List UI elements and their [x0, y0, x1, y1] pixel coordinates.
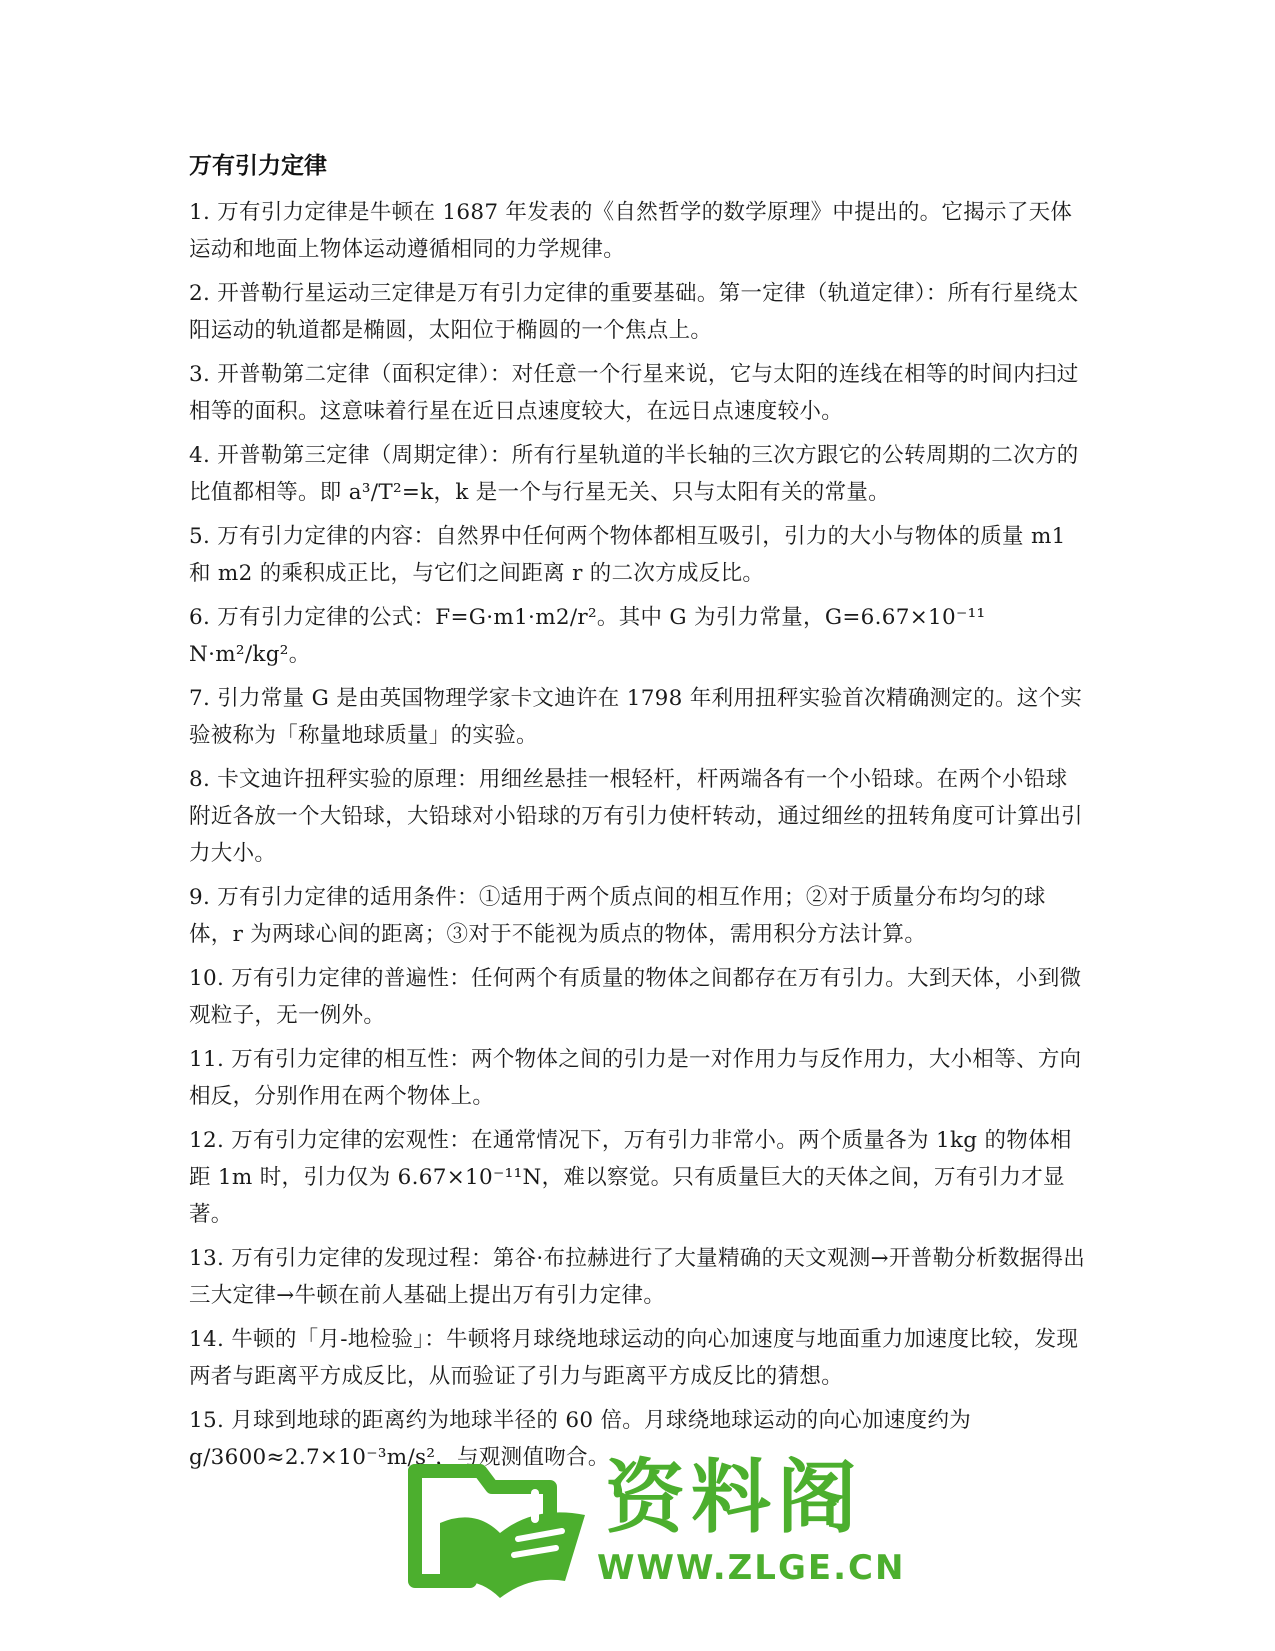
list-item: 7. 引力常量 G 是由英国物理学家卡文迪许在 1798 年利用扭秤实验首次精确测定的。这个实验被称为「称量地球质量」的实验。 — [189, 686, 1083, 748]
list-item: 2. 开普勒行星运动三定律是万有引力定律的重要基础。第一定律（轨道定律）：所有行星绕太阳运动的轨道都是椭圆，太阳位于椭圆的一个焦点上。 — [189, 281, 1079, 343]
list-item: 8. 卡文迪许扭秤实验的原理：用细丝悬挂一根轻杆，杆两端各有一个小铅球。在两个小铅球附近各放一个大铅球，大铅球对小铅球的万有引力使杆转动，通过细丝的扭转角度可计算出引力大小。 — [189, 767, 1083, 866]
watermark-url: WWW.ZLGE.CN — [597, 1548, 906, 1588]
list-item: 11. 万有引力定律的相互性：两个物体之间的引力是一对作用力与反作用力，大小相等、方向相反，分别作用在两个物体上。 — [189, 1047, 1082, 1109]
list-item: 9. 万有引力定律的适用条件：①适用于两个质点间的相互作用；②对于质量分布均匀的球体，r 为两球心间的距离；③对于不能视为质点的物体，需用积分方法计算。 — [189, 885, 1046, 947]
list-item: 4. 开普勒第三定律（周期定律）：所有行星轨道的半长轴的三次方跟它的公转周期的二次方的比值都相等。即 a³/T²=k，k 是一个与行星无关、只与太阳有关的常量。 — [189, 443, 1079, 505]
document-title: 万有引力定律 — [189, 153, 327, 179]
watermark-name: 资料阁 — [605, 1451, 863, 1544]
list-item: 5. 万有引力定律的内容：自然界中任何两个物体都相互吸引，引力的大小与物体的质量 m1 和 m2 的乘积成正比，与它们之间距离 r 的二次方成反比。 — [189, 524, 1066, 586]
list-item: 12. 万有引力定律的宏观性：在通常情况下，万有引力非常小。两个质量各为 1kg 的物体相距 1m 时，引力仅为 6.67×10⁻¹¹N，难以察觉。只有质量巨大的天体之间，万有引力才显著。 — [189, 1128, 1072, 1227]
list-item: 10. 万有引力定律的普遍性：任何两个有质量的物体之间都存在万有引力。大到天体，小到微观粒子，无一例外。 — [189, 966, 1082, 1028]
document-body — [189, 150, 1089, 1483]
list-item: 3. 开普勒第二定律（面积定律）：对任意一个行星来说，它与太阳的连线在相等的时间内扫过相等的面积。这意味着行星在近日点速度较大，在远日点速度较小。 — [189, 362, 1079, 424]
list-item: 6. 万有引力定律的公式：F=G·m1·m2/r²。其中 G 为引力常量，G=6.67×10⁻¹¹ N·m²/kg²。 — [189, 605, 986, 667]
list-item: 15. 月球到地球的距离约为地球半径的 60 倍。月球绕地球运动的向心加速度约为 g/3600≈2.7×10⁻³m/s²，与观测值吻合。 — [189, 1408, 972, 1470]
list-item: 1. 万有引力定律是牛顿在 1687 年发表的《自然哲学的数学原理》中提出的。它揭示了天体运动和地面上物体运动遵循相同的力学规律。 — [189, 200, 1073, 262]
list-item: 13. 万有引力定律的发现过程：第谷·布拉赫进行了大量精确的天文观测→开普勒分析数据得出三大定律→牛顿在前人基础上提出万有引力定律。 — [189, 1246, 1086, 1308]
item-list — [189, 194, 1089, 1476]
watermark-logo — [400, 1451, 906, 1603]
book-folder-logo-icon — [400, 1453, 600, 1603]
list-item: 14. 牛顿的「月-地检验」：牛顿将月球绕地球运动的向心加速度与地面重力加速度比较，发现两者与距离平方成反比，从而验证了引力与距离平方成反比的猜想。 — [189, 1327, 1079, 1389]
